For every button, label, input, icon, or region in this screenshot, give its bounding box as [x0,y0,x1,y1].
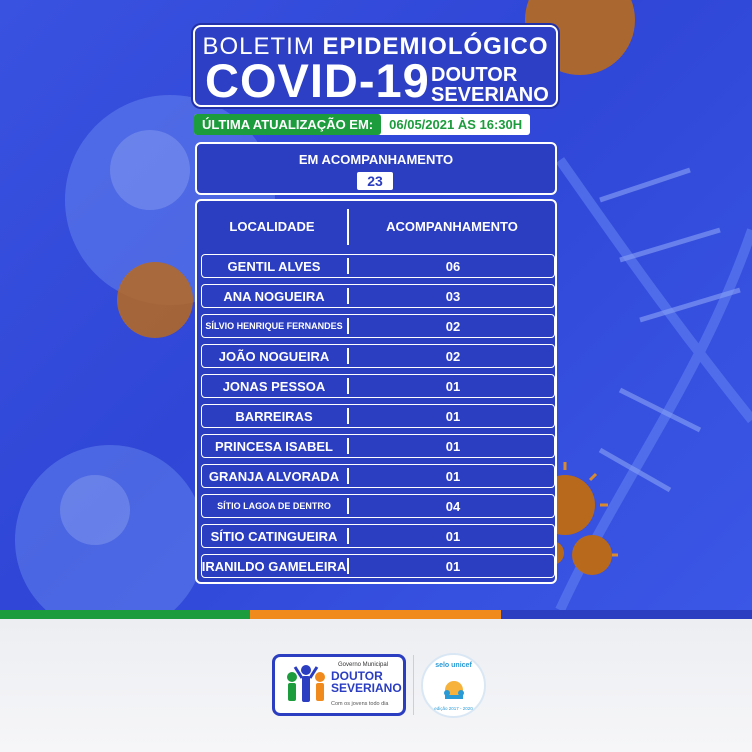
table-row [201,314,555,338]
green-stripe [0,610,250,619]
header-localidade: LOCALIDADE [229,218,315,234]
locality-name: PRINCESA ISABEL [215,438,333,454]
city-line-1: DOUTOR [431,64,518,86]
title-light: BOLETIM [202,33,315,60]
locality-count: 01 [445,468,461,484]
locality-name: GRANJA ALVORADA [208,468,340,484]
followup-count: 23 [357,172,393,190]
table-row [201,494,555,518]
city-name [431,65,549,105]
table-row [201,404,555,428]
last-update-label: ÚLTIMA ATUALIZAÇÃO EM: [194,114,381,135]
table-row [201,374,555,398]
logo-slogan: Com os jovens todo dia [331,701,389,707]
locality-name: SÍTIO CATINGUEIRA [210,528,338,544]
locality-count: 01 [445,438,461,454]
locality-count: 01 [445,528,461,544]
seal-edition: edição 2017 - 2020 [434,706,473,711]
table-row [201,284,555,308]
blue-stripe [501,610,752,619]
locality-count: 03 [445,288,461,304]
header-acompanhamento: ACOMPANHAMENTO [386,218,518,234]
locality-name: ANA NOGUEIRA [223,288,325,304]
covid-title: COVID-19 [205,54,430,107]
logo-separator [413,655,414,715]
locality-count: 06 [445,258,461,274]
locality-name: JOÃO NOGUEIRA [218,348,330,364]
locality-name: JONAS PESSOA [222,378,326,394]
table-row [201,464,555,488]
locality-count: 01 [445,408,461,424]
locality-count: 01 [445,378,461,394]
last-update-value: 06/05/2021 ÀS 16:30H [389,117,523,132]
locality-table [195,199,557,584]
followup-total-box [195,142,557,195]
table-row [201,254,555,278]
municipality-logo [272,654,406,716]
locality-name: SÍLVIO HENRIQUE FERNANDES [205,321,343,331]
title-bold: EPIDEMIOLÓGICO [322,33,549,60]
locality-count: 02 [445,348,461,364]
seal-label: selo unicef [435,662,472,669]
locality-name: SÍTIO LAGOA DE DENTRO [217,501,331,511]
city-line-2: SEVERIANO [431,84,549,106]
last-update-bar [194,114,530,135]
logo-name [331,670,402,694]
followup-title: EM ACOMPANHAMENTO [298,152,454,167]
gov-label: Governo Municipal [338,662,389,668]
table-row [201,554,555,578]
families-icon [279,661,331,711]
unicef-seal [421,653,486,718]
orange-stripe [250,610,501,619]
locality-name: GENTIL ALVES [227,258,321,274]
logo-line-2: SEVERIANO [331,681,402,695]
logo-line-1: DOUTOR [331,669,383,683]
table-row [201,434,555,458]
locality-name: IRANILDO GAMELEIRA [201,558,347,574]
locality-count: 02 [445,318,461,334]
table-row [201,524,555,548]
title-banner [193,25,558,107]
table-row [201,344,555,368]
locality-count: 04 [445,498,461,514]
sun-icon [437,677,471,699]
locality-name: BARREIRAS [235,408,313,424]
locality-count: 01 [445,558,461,574]
virus-particle-left [117,262,193,338]
